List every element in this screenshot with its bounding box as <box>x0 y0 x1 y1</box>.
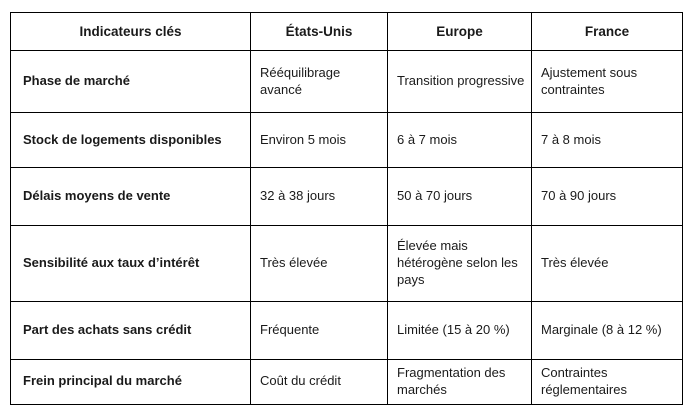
cell-france: Marginale (8 à 12 %) <box>532 302 683 360</box>
cell-europe: Fragmentation des marchés <box>388 360 532 405</box>
cell-etats-unis: Fréquente <box>251 302 388 360</box>
header-indicateurs-cles: Indicateurs clés <box>11 13 251 51</box>
cell-etats-unis: Coût du crédit <box>251 360 388 405</box>
table-row <box>11 226 683 302</box>
table-row <box>11 51 683 113</box>
row-label: Frein principal du marché <box>11 360 251 405</box>
cell-france: 7 à 8 mois <box>532 113 683 168</box>
header-france: France <box>532 13 683 51</box>
cell-france: Contraintes réglementaires <box>532 360 683 405</box>
table-header-row <box>11 13 683 51</box>
comparison-table <box>10 12 683 405</box>
cell-europe: 6 à 7 mois <box>388 113 532 168</box>
cell-etats-unis: Environ 5 mois <box>251 113 388 168</box>
table-row <box>11 113 683 168</box>
header-etats-unis: États-Unis <box>251 13 388 51</box>
cell-france: Ajustement sous contraintes <box>532 51 683 113</box>
cell-etats-unis: Très élevée <box>251 226 388 302</box>
row-label: Sensibilité aux taux d’intérêt <box>11 226 251 302</box>
table-row <box>11 302 683 360</box>
row-label: Phase de marché <box>11 51 251 113</box>
cell-europe: Limitée (15 à 20 %) <box>388 302 532 360</box>
cell-france: Très élevée <box>532 226 683 302</box>
row-label: Délais moyens de vente <box>11 168 251 226</box>
cell-europe: Transition progressive <box>388 51 532 113</box>
table-row <box>11 360 683 405</box>
cell-etats-unis: 32 à 38 jours <box>251 168 388 226</box>
cell-europe: 50 à 70 jours <box>388 168 532 226</box>
cell-etats-unis: Rééquilibrage avancé <box>251 51 388 113</box>
row-label: Part des achats sans crédit <box>11 302 251 360</box>
header-europe: Europe <box>388 13 532 51</box>
cell-europe: Élevée mais hétérogène selon les pays <box>388 226 532 302</box>
table-row <box>11 168 683 226</box>
row-label: Stock de logements disponibles <box>11 113 251 168</box>
cell-france: 70 à 90 jours <box>532 168 683 226</box>
